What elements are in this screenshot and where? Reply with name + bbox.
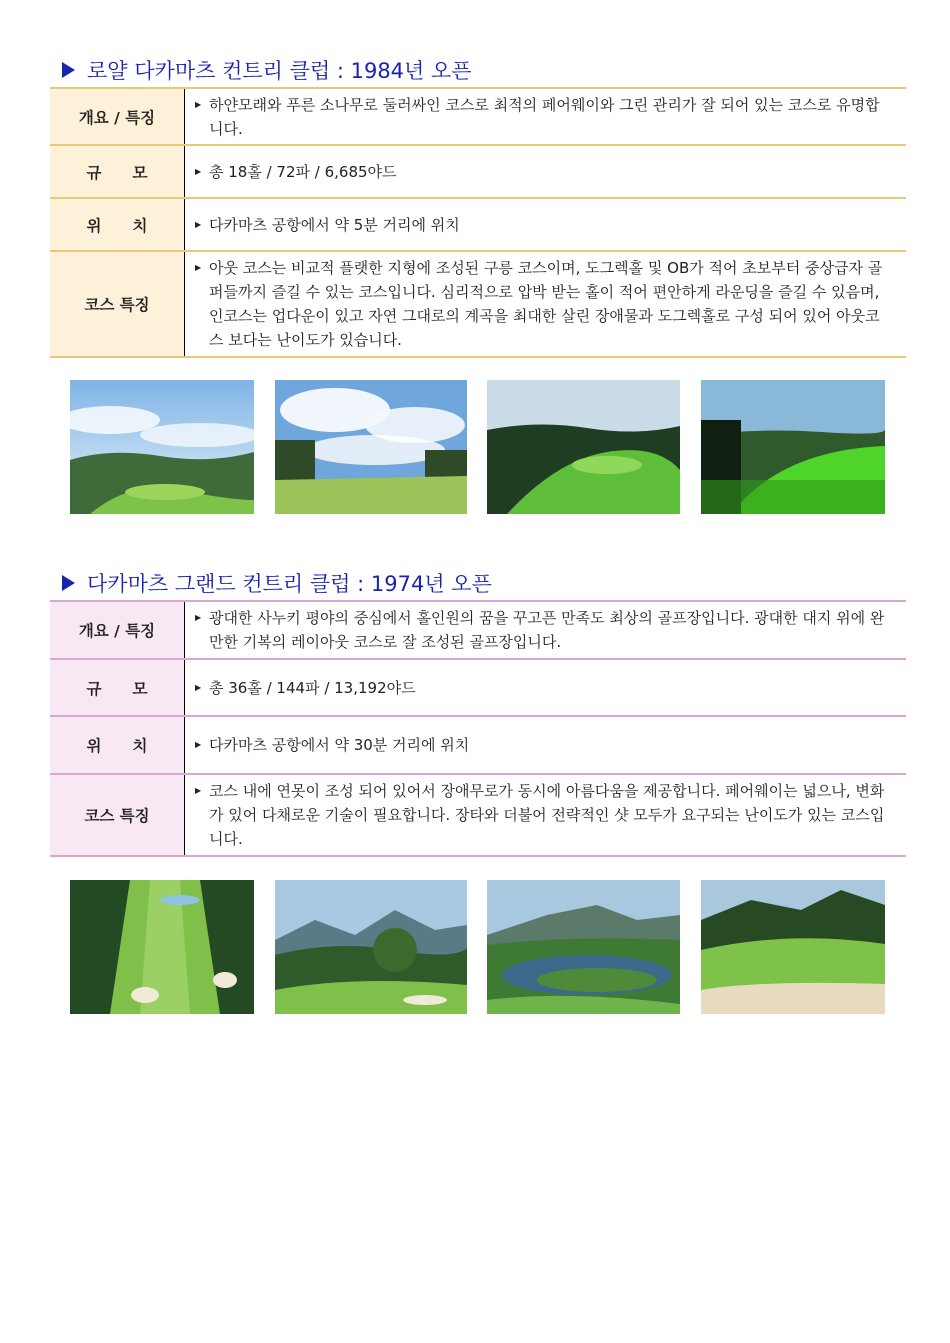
- section-title: [50, 53, 906, 87]
- info-row-scale: [50, 145, 906, 198]
- info-row-overview: [50, 88, 906, 145]
- section-title-text: 다카마츠 그랜드 컨트리 클럽 : 1974년 오픈: [87, 572, 492, 596]
- photo-strip-takamatsu-grand: [70, 880, 885, 1014]
- row-label: 코스 특징: [50, 774, 185, 856]
- bullet-icon: ▶: [195, 263, 202, 272]
- golf-course-photo: [701, 380, 885, 514]
- row-label: 개요 / 특징: [50, 601, 185, 659]
- row-text: 총 18홀 / 72파 / 6,685야드: [209, 162, 397, 181]
- row-label: 규 모: [50, 145, 185, 198]
- bullet-icon: ▶: [195, 740, 202, 749]
- info-row-location: [50, 198, 906, 251]
- bullet-icon: ▶: [195, 99, 202, 109]
- course-section-takamatsu-grand: [50, 566, 906, 857]
- triangle-bullet-icon: [62, 62, 75, 78]
- row-label: 위 치: [50, 198, 185, 251]
- golf-course-photo: [275, 880, 467, 1014]
- row-label: 규 모: [50, 659, 185, 716]
- golf-course-photo: [487, 380, 680, 514]
- golf-course-photo: [275, 380, 467, 514]
- row-label: 코스 특징: [50, 251, 185, 357]
- row-label: 위 치: [50, 716, 185, 774]
- row-text: 아웃 코스는 비교적 플랫한 지형에 조성된 구릉 코스이며, 도그렉홀 및 OB가 적어 초보부터 중상급자 골퍼들까지 즐길 수 있는 코스입니다. 심리적으로 압박 받는 홀이 적어 편안하게 라운딩을 즐길 수 있음며, 인코스는 업다운이 있고 자연 그대로의 계곡을 최대한 살린 장애물과 도그렉홀로 구성 되어 있어 아웃코스 보다는 난이도가 있습니다.: [209, 259, 883, 349]
- course-section-royal-takamatsu: [50, 53, 906, 358]
- section-title: [50, 566, 906, 600]
- row-text: 코스 내에 연못이 조성 되어 있어서 장애무로가 동시에 아름다움을 제공합니다. 페어웨이는 넓으나, 변화가 있어 다채로운 기술이 필요합니다. 장타와 더불어 전략적인 샷 모두가 요구되는 난이도가 있는 코스입니다.: [209, 782, 885, 848]
- info-row-course-features: [50, 774, 906, 856]
- golf-course-photo: [487, 880, 680, 1014]
- row-text: 총 36홀 / 144파 / 13,192야드: [209, 678, 416, 697]
- golf-course-photo: [70, 880, 254, 1014]
- row-text: 다카마츠 공항에서 약 30분 거리에 위치: [209, 736, 470, 754]
- row-text: 다카마츠 공항에서 약 5분 거리에 위치: [209, 215, 460, 234]
- info-row-scale: [50, 659, 906, 716]
- course-info-table: [50, 600, 906, 857]
- info-row-overview: [50, 601, 906, 659]
- row-label: 개요 / 특징: [50, 88, 185, 145]
- photo-strip-royal-takamatsu: [70, 380, 885, 514]
- section-title-text: 로얄 다카마츠 컨트리 클럽 : 1984년 오픈: [87, 59, 472, 83]
- info-row-location: [50, 716, 906, 774]
- golf-course-photo: [701, 880, 885, 1014]
- bullet-icon: ▶: [195, 682, 202, 692]
- bullet-icon: ▶: [195, 219, 202, 229]
- row-text: 하얀모래와 푸른 소나무로 둘러싸인 코스로 최적의 페어웨이와 그린 관리가 잘 되어 있는 코스로 유명합니다.: [209, 95, 880, 138]
- bullet-icon: ▶: [195, 613, 202, 622]
- bullet-icon: ▶: [195, 786, 202, 795]
- golf-course-photo: [70, 380, 254, 514]
- bullet-icon: ▶: [195, 166, 202, 176]
- info-row-course-features: [50, 251, 906, 357]
- triangle-bullet-icon: [62, 575, 75, 591]
- course-info-table: [50, 87, 906, 358]
- row-text: 광대한 사누키 평야의 중심에서 홀인원의 꿈을 꾸고픈 만족도 최상의 골프장입니다. 광대한 대지 위에 완만한 기복의 레이아웃 코스로 잘 조성된 골프장입니다.: [209, 609, 885, 651]
